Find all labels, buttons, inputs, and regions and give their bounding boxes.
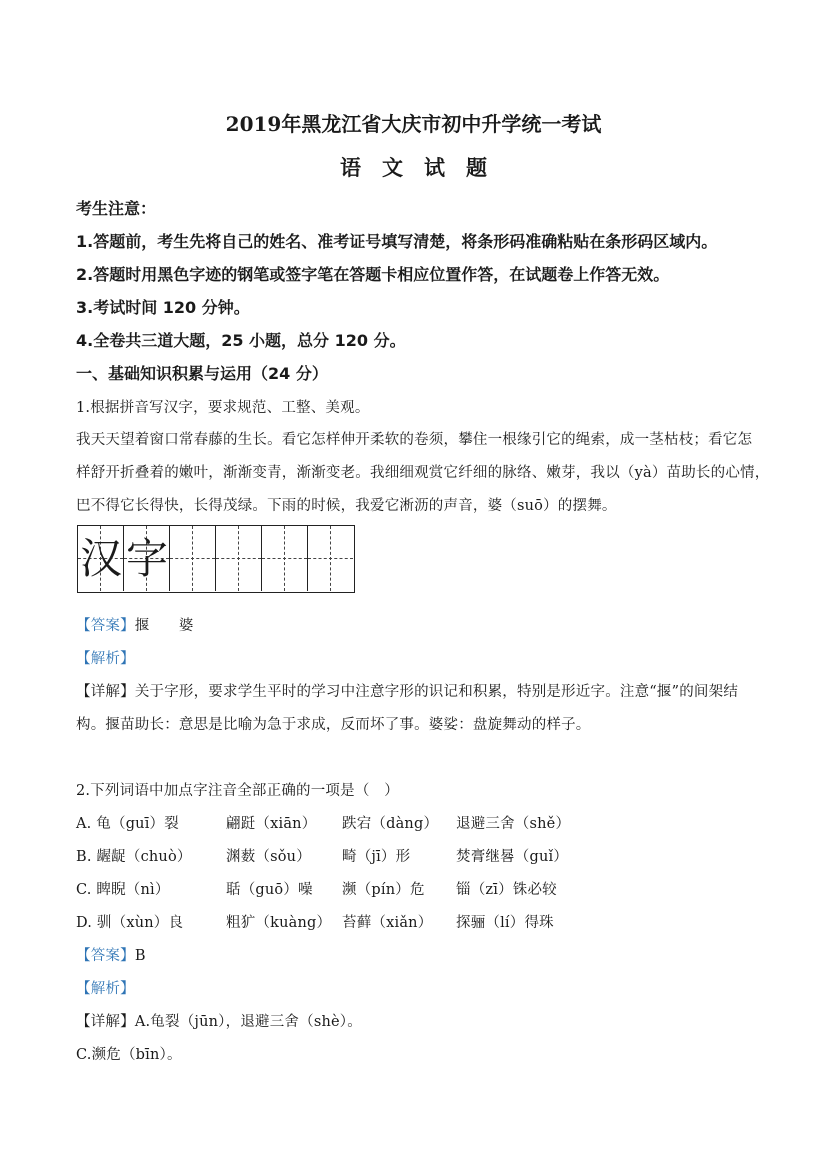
detail-line: 构。揠苗助长：意思是比喻为急于求成，反而坏了事。婆娑：盘旋舞动的样子。 bbox=[76, 717, 591, 733]
option-word: 翩跹（xiān） bbox=[226, 816, 317, 832]
notice-item: 3.考试时间 120 分钟。 bbox=[76, 298, 250, 317]
passage-line: 我天天望着窗口常春藤的生长。看它怎样伸开柔软的卷须，攀住一根缘引它的绳索，成一茎枯枝；看它怎 bbox=[76, 432, 753, 448]
detail-text: 关于字形，要求学生平时的学习中注意字形的识记和积累，特别是形近字。注意“揠”的间架结 bbox=[134, 684, 739, 700]
option-word: 锱（zī）铢必较 bbox=[456, 882, 557, 898]
option-b: B. 龌龊（chuò） bbox=[76, 849, 192, 865]
question-stem: 2.下列词语中加点字注音全部正确的一项是（ ） bbox=[76, 783, 399, 799]
answer-line bbox=[76, 944, 146, 965]
answer-tag: 【答案】 bbox=[76, 948, 135, 964]
passage-line: 样舒开折叠着的嫩叶，渐渐变青，渐渐变老。我细细观赏它纤细的脉络、嫩芽，我以（yà）苗助长的心情， bbox=[76, 465, 770, 481]
option-row bbox=[76, 812, 570, 833]
grid-cell bbox=[262, 526, 308, 591]
notice-item: 4.全卷共三道大题，25 小题，总分 120 分。 bbox=[76, 331, 406, 350]
option-word: 濒（pín）危 bbox=[342, 882, 425, 898]
option-word: 探骊（lí）得珠 bbox=[456, 915, 554, 931]
page-title: 2019年黑龙江省大庆市初中升学统一考试 bbox=[225, 112, 602, 136]
grid-cell bbox=[170, 526, 216, 591]
section-heading: 一、基础知识积累与运用（24 分） bbox=[76, 364, 328, 383]
option-word: 粗犷（kuàng） bbox=[226, 915, 332, 931]
option-word: 跌宕（dàng） bbox=[342, 816, 439, 832]
grid-char: 字 bbox=[125, 534, 168, 583]
option-word: 聒（guō）噪 bbox=[226, 882, 313, 898]
option-a: A. 龟（guī）裂 bbox=[76, 816, 179, 832]
analysis-tag: 【解析】 bbox=[76, 981, 135, 997]
answer-tag: 【答案】 bbox=[76, 618, 135, 634]
option-row bbox=[76, 878, 557, 899]
option-d: D. 驯（xùn）良 bbox=[76, 915, 184, 931]
option-row bbox=[76, 911, 554, 932]
option-word: 畸（jī）形 bbox=[342, 849, 411, 865]
grid-cell bbox=[78, 526, 124, 591]
detail-line bbox=[76, 1010, 362, 1031]
option-word: 苔藓（xiǎn） bbox=[342, 915, 433, 931]
detail-tag: 【详解】 bbox=[76, 684, 135, 700]
notice-item: 1.答题前，考生先将自己的姓名、准考证号填写清楚，将条形码准确粘贴在条形码区域内。 bbox=[76, 232, 718, 251]
notice-heading: 考生注意： bbox=[76, 199, 157, 218]
option-word: 退避三舍（shě） bbox=[456, 816, 571, 832]
option-word: 渊薮（sǒu） bbox=[226, 849, 311, 865]
option-c: C. 睥睨（nì） bbox=[76, 882, 170, 898]
detail-line: C.濒危（bīn）。 bbox=[76, 1047, 182, 1063]
question-stem: 1.根据拼音写汉字，要求规范、工整、美观。 bbox=[76, 400, 370, 416]
grid-cell bbox=[216, 526, 262, 591]
answer-text: B bbox=[134, 948, 146, 964]
notice-item: 2.答题时用黑色字迹的钢笔或签字笔在答题卡相应位置作答，在试题卷上作答无效。 bbox=[76, 265, 670, 284]
answer-line bbox=[76, 614, 194, 635]
detail-line bbox=[76, 680, 738, 701]
page-subtitle: 语 文 试 题 bbox=[340, 155, 487, 180]
detail-text: A.龟裂（jūn），退避三舍（shè）。 bbox=[134, 1014, 362, 1030]
grid-char: 汉 bbox=[79, 534, 122, 583]
writing-grid bbox=[77, 525, 355, 593]
passage-line: 巴不得它长得快，长得茂绿。下雨的时候，我爱它淅沥的声音，婆（suō）的摆舞。 bbox=[76, 498, 617, 514]
detail-tag: 【详解】 bbox=[76, 1014, 135, 1030]
grid-cell bbox=[124, 526, 170, 591]
grid-cell bbox=[308, 526, 353, 591]
answer-text: 揠 婆 bbox=[134, 618, 194, 634]
analysis-tag: 【解析】 bbox=[76, 651, 135, 667]
option-word: 焚膏继晷（guǐ） bbox=[456, 849, 569, 865]
analysis-line bbox=[76, 647, 135, 668]
analysis-line bbox=[76, 977, 135, 998]
option-row bbox=[76, 845, 568, 866]
